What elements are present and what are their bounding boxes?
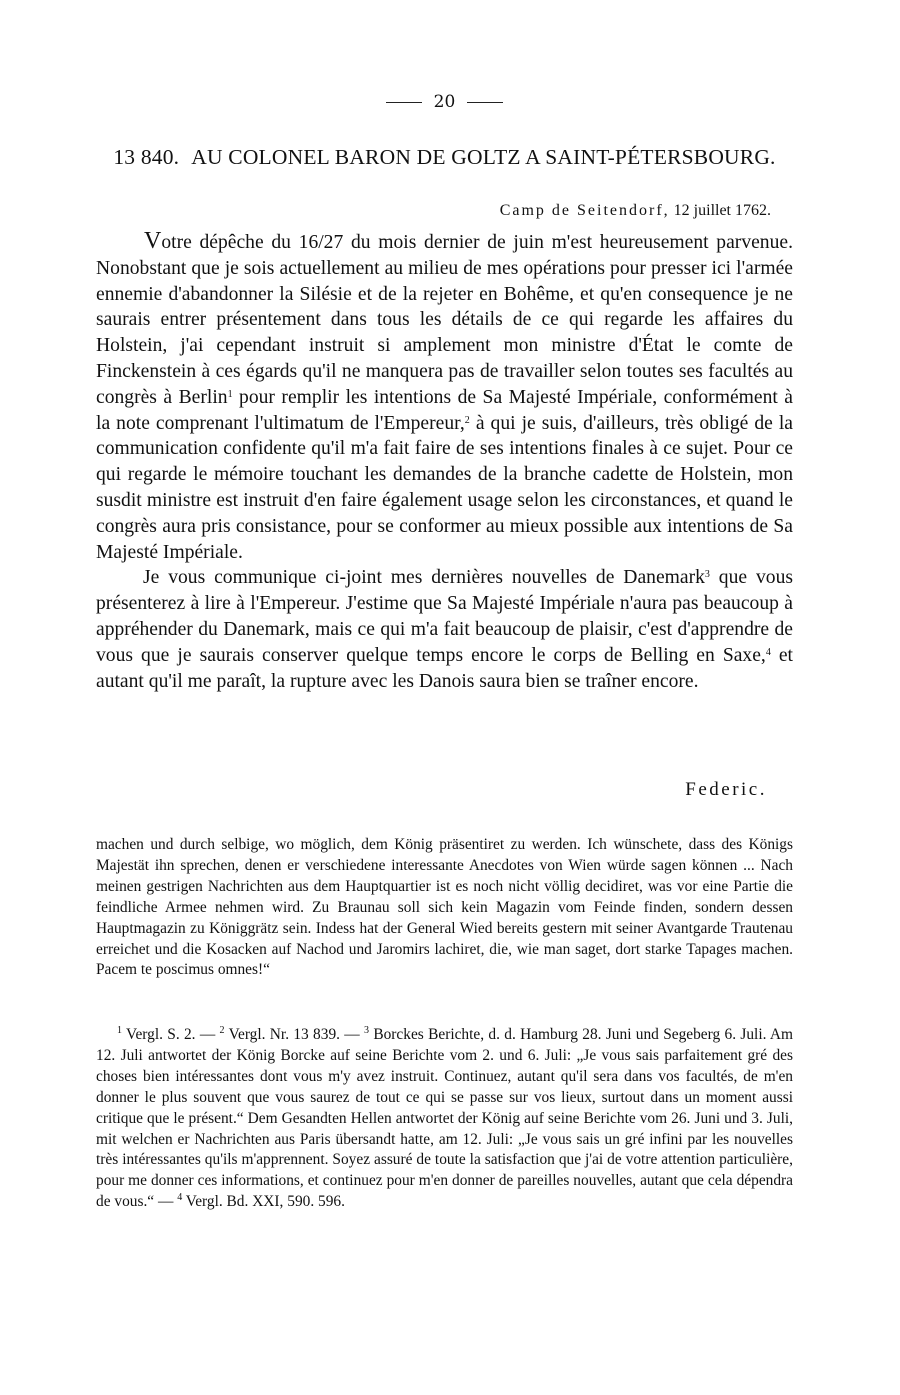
page-number-line [96,92,793,112]
footnote-2-text: Vergl. Nr. 13 839. — [224,1026,365,1043]
paragraph-text: pour remplir les intentions de Sa Majesté Impériale, conformément à la note comprenant l'ultimatum de l'Empereur, [96,386,793,434]
page-number-right-rule [467,102,503,103]
letter-body [96,229,793,694]
letter-place: Camp de Seitendorf, [499,202,670,219]
footnote-ref-4: 4 [765,646,771,658]
letter-paragraph-1 [96,229,793,565]
paragraph-text: à qui je suis, d'ailleurs, très obligé de la communication confidente qu'il m'a fait faire de ses intentions finales à ce sujet. Pour ce qui regarde le mémoire touchant les demandes de la branche cadette de Holstein, mon susdit ministre est instruit d'en faire également usage selon les circonstances, et quand le congrès aura pris consistance, pour se conformer au mieux possible aux intentions de Sa Majesté Impériale. [96,412,793,563]
note-continuation [96,835,793,981]
footnote-1-text: Vergl. S. 2. — [122,1026,220,1043]
letter-heading [96,144,793,170]
footnote-3-text: Borckes Berichte, d. d. Hamburg 28. Juni und Segeberg 6. Juli. Am 12. Juli antwortet der König Borcke auf seine Berichte vom 2. und 6. Juli: „Je vous sais parfaitement gré des choses bien intéressantes dont vous m'y avez instruit. Continuez, autant qu'il sera dans vos facultés, de m'en donner le plus souvent que vous saurez de tout ce qui se passe sur vos lieux, surtout dans un moment aussi critique que le présent.“ Dem Gesandten Hellen antwortet der König auf seine Berichte vom 26. Juni und 3. Juli, mit welchen er Nachrichten aus Paris übersandt hatte, am 12. Juli: „Je vous sais un gré infini par les nouvelles très intéressantes qu'ils m'apprennent. Soyez assuré de toute la satisfaction que j'ai de votre attention particulière, pour me donner ces informations, et continuez pour m'en donner de pareilles nouvelles, autant que cela dépendra de vous.“ — [96,1026,793,1211]
letter-date: 12 juillet 1762. [673,202,771,219]
footnote-marker-3: 3 [364,1025,370,1036]
page-number-left-rule [386,102,422,103]
paragraph-text: Je vous communique ci-joint mes dernières nouvelles de Danemark [143,567,705,589]
footnote-ref-3: 3 [704,569,710,581]
letter-dateline [500,202,771,220]
letter-paragraph-2 [96,565,793,694]
footnotes [96,1025,793,1213]
paragraph-text: que vous présenterez à lire à l'Empereur. J'estime que Sa Majesté Impériale n'aura pas beaucoup à appréhender du Danemark, mais ce qui m'a fait beaucoup de plaisir, c'est d'apprendre de vous que je saurais conserver quelque temps encore le corps de Belling en Saxe, [96,567,793,666]
footnote-marker-4: 4 [177,1192,183,1204]
note-continuation-text: machen und durch selbige, wo möglich, dem König präsentiret zu werden. Ich wünschete, dass des Königs Majestät ihn sprechen, denen er verschiedene interessante Anecdotes von Wien würde sagen können ... Nach meinen gestrigen Nachrichten aus dem Hauptquartier ist es noch nicht völlig decidiret, was vor eine Partie die feindliche Armee nehmen wird. Zu Braunau soll sich kein Magazin vom Feinde finden, sondern dessen Hauptmagazin zu Königgrätz sein. Indess hat der General Wied bereits gestern mit seiner Avantgarde Trautenau erreichet und die Kosacken auf Nachod und Jaromirs lachiret, die, wie man saget, dort starke Tapages machen. Pacem te poscimus omnes!“ [96,836,793,979]
paragraph-text: otre dépêche du 16/27 du mois dernier de juin m'est heureusement parvenue. Nonobstant que je sois actuellement au milieu de mes opérations pour presser ici l'armée ennemie d'abandonner la Silésie et de la rejeter en Bohême, et qu'en consequence je ne saurais entrer présentement dans tous les détails de ce qui regarde les affaires du Holstein, j'ai cependant instruit si amplement mon ministre d'État le comte de Finckenstein à ces égards qu'il ne manquera pas de travailler selon toutes ses facultés au congrès à Berlin [96,232,793,408]
paragraph-initial: V [144,228,162,254]
footnote-ref-2: 2 [464,414,470,426]
letter-signature: Federic. [685,779,767,800]
footnote-marker-1: 1 [117,1025,122,1036]
paragraph-text: et autant qu'il me paraît, la rupture avec les Danois saura bien se traîner encore. [96,644,793,692]
letter-title: AU COLONEL BARON DE GOLTZ A SAINT-PÉTERSBOURG. [191,145,776,169]
footnote-4-text: Vergl. Bd. XXI, 590. 596. [182,1193,345,1211]
page-number: 20 [433,92,456,112]
letter-number: 13 840. [113,145,180,169]
footnote-marker-2: 2 [219,1025,225,1036]
footnote-ref-1: 1 [227,388,233,400]
footnotes-text [96,1025,793,1213]
